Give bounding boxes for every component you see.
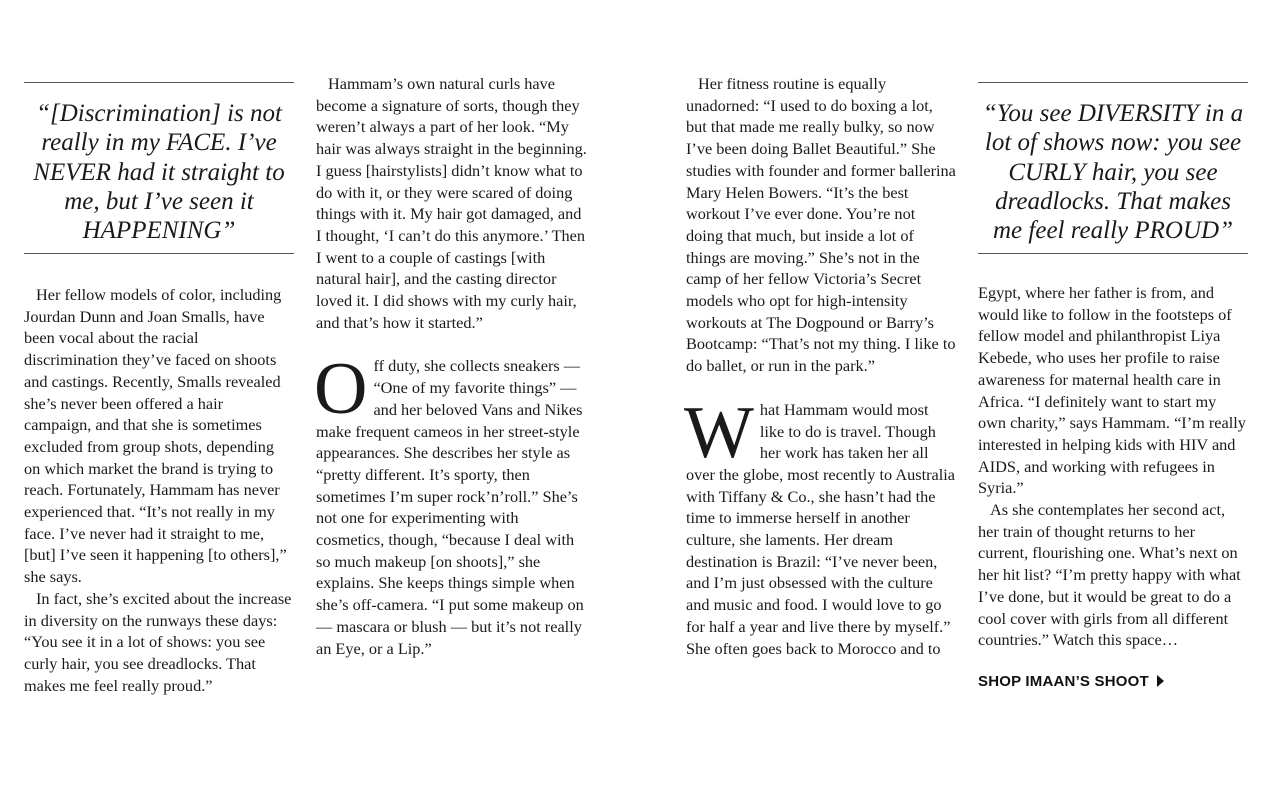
drop-cap: O [314,348,368,431]
paragraph-text: In fact, she’s excited about the increase in diversity on the runways these days: “You see it in a lot of shows: you see curly hair, you see dreadlocks. That makes me feel really proud.” [24,588,292,695]
column-1 [24,0,294,696]
pull-quote-discrimination: “[Discrimination] is not really in my FACE. I’ve NEVER had it straight to me, but I’ve seen it HAPPENING” [24,82,294,254]
column-2 [316,0,588,659]
column-3 [686,0,956,659]
column-4 [978,0,1248,691]
article-paragraph-dropcap [314,348,588,659]
article-paragraph [686,73,956,377]
paragraph-text: As she contemplates her second act, her train of thought returns to her current, flourishing one. What’s next on her hit list? “I’m pretty happy with what I’ve done, but it would be great to do a cool cover with girls from all different countries.” Watch this space… [978,500,1241,650]
article-paragraph [978,282,1248,651]
paragraph-text: ff duty, she collects sneakers — “One of my favorite things” — and her beloved Vans and Nikes make frequent cameos in her street-style appearances. She describes her style as “pretty different. It’s sporty, then sometimes I’m super rock’n’roll.” She’s not one for experimenting with cosmetics, though, “because I deal with so much makeup [on shoots],” she explains. She keeps things simple when she’s off-camera. “I put some makeup on — mascara or blush — but it’s not really an Eye, or a Lip.” [316,356,584,658]
paragraph-text: Hammam’s own natural curls have become a signature of sorts, though they weren’t always a part of her look. “My hair was always straight in the beginning. I guess [hairstylists] didn’t know what to do with it, or they were scared of doing things with it. My hair got damaged, and I thought, ‘I can’t do this anymore.’ Then I went to a couple of castings [with natural hair], and the casting director loved it. I did shows with my curly hair, and that’s how it started.” [316,74,587,332]
pull-quote-diversity: “You see DIVERSITY in a lot of shows now: you see CURLY hair, you see dreadlocks. That makes me feel really PROUD” [978,82,1248,254]
paragraph-text: Egypt, where her father is from, and would like to follow in the footsteps of fellow model and philanthropist Liya Kebede, who uses her profile to raise awareness for maternal health care in Africa. “I definitely want to start my own charity,” says Hammam. “I’m really interested in helping kids with HIV and AIDS, and working with refugees in Syria.” [978,283,1246,498]
drop-cap: W [684,391,754,474]
paragraph-text: Her fellow models of color, including Jourdan Dunn and Joan Smalls, have been vocal about the racial discrimination they’ve faced on shoots and castings. Recently, Smalls revealed she’s never been offered a hair campaign, and that she is sometimes excluded from group shots, depending on which market the brand is trying to reach. Fortunately, Hammam has never experienced that. “It’s not really in my face. I’ve never had it straight to me, [but] I’ve seen it happening [to others],” she says. [24,285,287,587]
article-paragraph [316,73,588,333]
shop-link-row [978,673,1248,691]
paragraph-text: hat Hammam would most like to do is travel. Though her work has taken her all over the globe, most recently to Australia with Tiffany & Co., she hasn’t had the time to immerse herself in another culture, she laments. Her dream destination is Brazil: “I’ve never been, and I’m just obsessed with the culture and music and food. I would love to go for half a year and live there by myself.” She often goes back to Morocco and to [686,399,956,658]
play-arrow-icon [1157,675,1164,687]
article-paragraph [24,284,294,696]
shop-imaans-shoot-link[interactable] [978,673,1164,690]
article-paragraph-dropcap [684,391,956,659]
shop-link-label: SHOP IMAAN’S SHOOT [978,672,1149,690]
paragraph-text: Her fitness routine is equally unadorned: “I used to do boxing a lot, but that made me really bulky, so now I’ve been doing Ballet Beautiful.” She studies with founder and former ballerina Mary Helen Bowers. “It’s the best workout I’ve ever done. You’re not doing that much, but inside a lot of things are moving.” She’s not in the camp of her fellow Victoria’s Secret models who opt for high-intensity workouts at The Dogpound or Barry’s Bootcamp: “That’s not my thing. I like to do ballet, or run in the park.” [686,74,956,376]
